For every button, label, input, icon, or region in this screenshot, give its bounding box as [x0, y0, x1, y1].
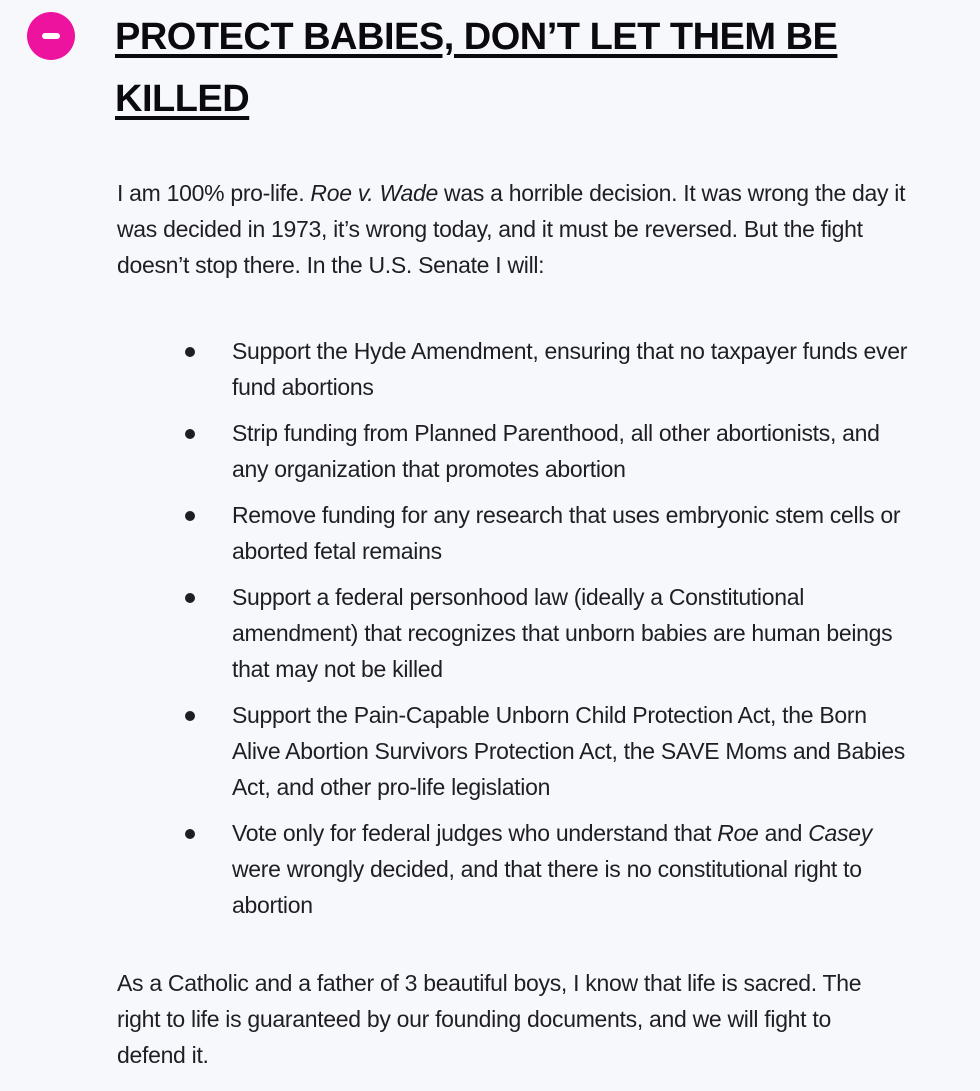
list-item [117, 415, 912, 487]
bullet-icon [185, 829, 195, 839]
bullet-icon [185, 593, 195, 603]
list-item [117, 333, 912, 405]
pledge-text: Remove funding for any research that uses embryonic stem cells or aborted fetal remains [232, 502, 901, 564]
intro-paragraph [117, 175, 907, 283]
section-title[interactable]: PROTECT BABIES, DON’T LET THEM BE KILLED [115, 16, 838, 120]
list-item [117, 497, 912, 569]
closing-paragraph: As a Catholic and a father of 3 beautiful boys, I know that life is sacred. The right to life is guaranteed by our founding documents, and we will fight to defend it. [117, 970, 862, 1068]
minus-circle-icon [42, 33, 60, 39]
collapse-section-button[interactable] [27, 12, 75, 60]
pledge-case-roe: Roe [717, 820, 759, 846]
pledge-text: Support a federal personhood law (ideally a Constitutional amendment) that recognizes that unborn babies are human beings that may not be killed [232, 584, 893, 682]
list-item [117, 815, 912, 923]
pledge-case-casey: Casey [808, 820, 872, 846]
pledge-text-3: were wrongly decided, and that there is no constitutional right to abortion [232, 856, 862, 918]
pledge-text: Support the Pain-Capable Unborn Child Protection Act, the Born Alive Abortion Survivors Protection Act, the SAVE Moms and Babies Act, and other pro-life legislation [232, 702, 905, 800]
bullet-icon [185, 347, 195, 357]
pledge-text: Strip funding from Planned Parenthood, all other abortionists, and any organization that promotes abortion [232, 420, 880, 482]
pledge-text-2: and [758, 820, 809, 846]
bullet-icon [185, 711, 195, 721]
pledge-text-1: Vote only for federal judges who understand that [232, 820, 718, 846]
pledge-list [117, 333, 917, 923]
list-item [117, 697, 912, 805]
intro-text-1: I am 100% pro-life. [117, 180, 311, 206]
intro-case-name: Roe v. Wade [310, 180, 438, 206]
bullet-icon [185, 511, 195, 521]
bullet-icon [185, 429, 195, 439]
list-item [117, 579, 912, 687]
intro-text-2: was a horrible decision. It was wrong the day it was decided in 1973, it’s wrong today, and it must be reversed. But the fight doesn’t stop there. In the U.S. Senate I will: [117, 180, 906, 278]
pledge-text: Support the Hyde Amendment, ensuring that no taxpayer funds ever fund abortions [232, 338, 908, 400]
section-content [117, 175, 917, 1073]
